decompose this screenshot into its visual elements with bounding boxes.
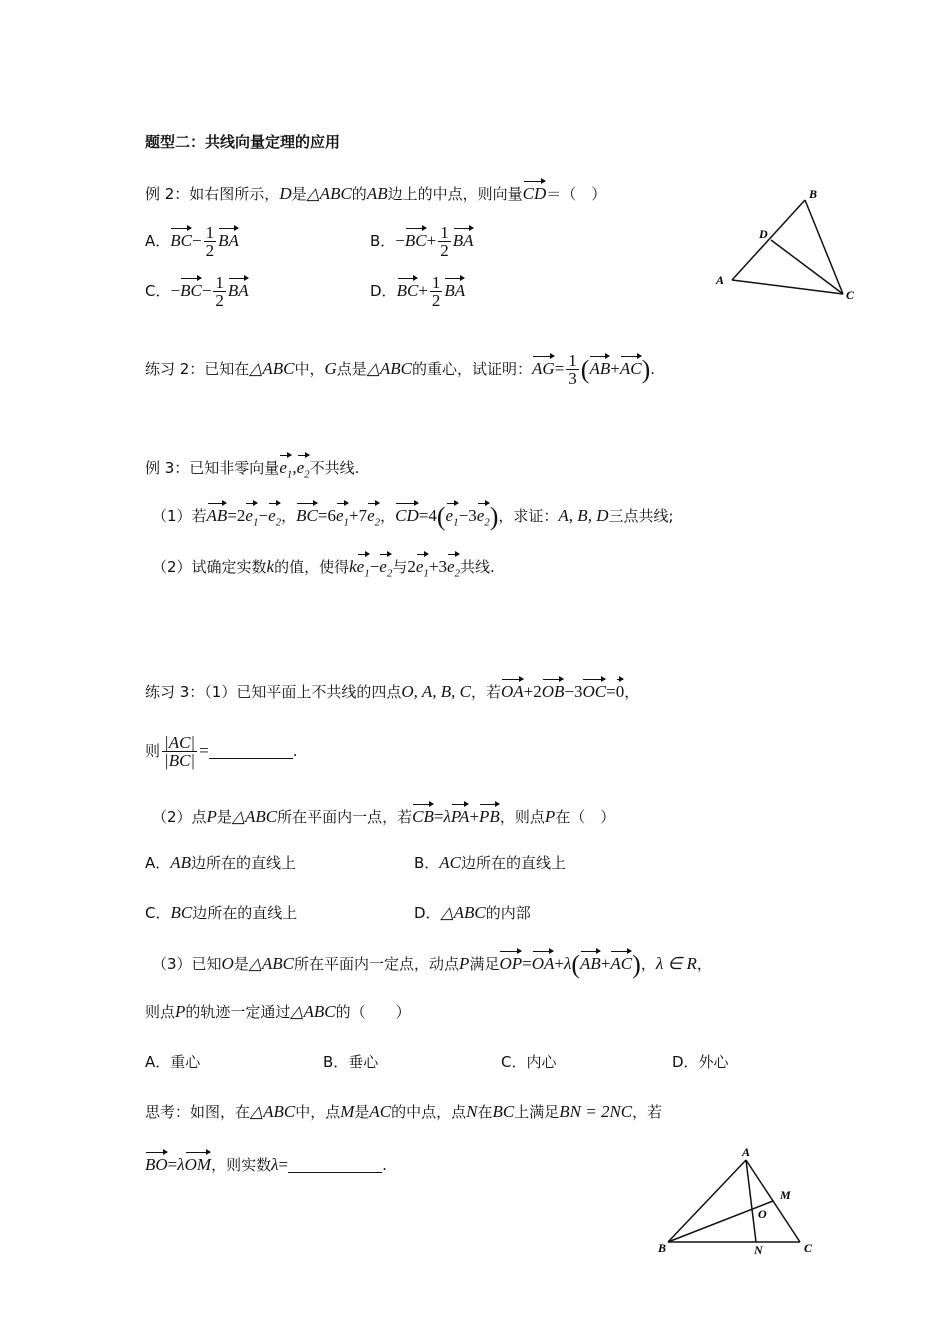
think-text: 是 bbox=[354, 1103, 370, 1121]
pr2-question bbox=[145, 352, 655, 387]
pr3-text: 在（ ） bbox=[555, 808, 616, 826]
vec-ob: OB bbox=[542, 678, 565, 703]
vec-oa: OA bbox=[532, 950, 555, 975]
segment-ab bbox=[732, 200, 805, 280]
sym-k: k bbox=[349, 557, 357, 576]
vec-bo: BO bbox=[145, 1151, 168, 1176]
ex2-label: 例 2：如右图所示， bbox=[145, 185, 280, 203]
ex3-text: 共线. bbox=[460, 558, 495, 576]
op-plus: + bbox=[610, 359, 620, 378]
pr3-label: 练习 3：（1）已知平面上不共线的四点 bbox=[145, 683, 402, 701]
frac-den: 2 bbox=[215, 291, 224, 310]
ex2-option-b bbox=[370, 224, 474, 259]
option-label: A． bbox=[145, 854, 171, 872]
op-plus: + bbox=[428, 557, 439, 576]
label-a: A bbox=[716, 273, 725, 287]
sep: ， bbox=[281, 507, 297, 525]
op-eq: = bbox=[317, 506, 328, 525]
frac-den: 2 bbox=[205, 241, 215, 260]
sym-ac: AC bbox=[369, 1102, 392, 1121]
sub-1: 1 bbox=[343, 516, 349, 529]
e: e bbox=[415, 557, 424, 576]
op-eq: = bbox=[167, 1155, 178, 1174]
sym-tri: △ABC bbox=[250, 1102, 296, 1121]
sym-tri: △ABC bbox=[366, 359, 412, 378]
op-minus: − bbox=[192, 231, 202, 250]
label-n: N bbox=[754, 1243, 763, 1257]
frac-den: |BC| bbox=[164, 751, 196, 770]
sub-2: 2 bbox=[374, 516, 381, 529]
vec-e1 bbox=[416, 553, 429, 584]
think-label: 思考：如图，在 bbox=[145, 1103, 251, 1121]
vec-op: OP bbox=[499, 950, 522, 975]
e: e bbox=[245, 506, 253, 525]
op-plus: + bbox=[418, 281, 428, 300]
sym-bc: BC bbox=[492, 1102, 515, 1121]
label-b: B bbox=[658, 1241, 667, 1255]
fraction-half bbox=[204, 224, 217, 259]
label-c: C bbox=[846, 288, 855, 302]
vec-e2 bbox=[268, 502, 281, 533]
coef: 2 bbox=[533, 682, 542, 701]
option-text: 边所在的直线上 bbox=[461, 854, 567, 872]
sym-tri: △ABC bbox=[306, 184, 352, 203]
vec-e1 bbox=[357, 553, 370, 584]
vec-ba: BA bbox=[453, 227, 474, 252]
frac-num: 1 bbox=[215, 273, 224, 292]
op-minus: − bbox=[201, 281, 212, 300]
coef: 6 bbox=[327, 506, 336, 525]
e: e bbox=[367, 506, 375, 525]
paren-left: ( bbox=[580, 355, 590, 384]
frac-num: 1 bbox=[205, 223, 215, 242]
option-label: C． bbox=[145, 282, 171, 300]
vec-om: OM bbox=[185, 1151, 211, 1176]
think-end: . bbox=[382, 1156, 387, 1174]
op-minus: − bbox=[564, 682, 574, 701]
option-text: 的内部 bbox=[485, 904, 531, 922]
vec-cb: CB bbox=[412, 803, 434, 828]
vec-e1 bbox=[279, 454, 292, 485]
op-eq: = bbox=[606, 682, 616, 701]
e: e bbox=[445, 506, 454, 525]
sub-1: 1 bbox=[453, 516, 459, 529]
option-label: B． bbox=[414, 854, 440, 872]
option-label: B． bbox=[370, 232, 396, 250]
vec-e1 bbox=[245, 502, 258, 533]
ex3-text: 不共线. bbox=[309, 459, 360, 477]
pr3-text: 是 bbox=[216, 808, 232, 826]
option-label: D． bbox=[370, 282, 397, 300]
q-label: （3）已知 bbox=[152, 955, 222, 973]
vec-ag: AG bbox=[532, 355, 555, 380]
pr3-q3-option-c: C．内心 bbox=[501, 1053, 557, 1071]
op-eq: = bbox=[278, 1155, 289, 1174]
option-label: A． bbox=[145, 232, 171, 250]
sym-lambda: λ bbox=[271, 1155, 279, 1174]
option-label: D． bbox=[414, 904, 441, 922]
vec-bc: BC bbox=[170, 227, 192, 252]
op-plus: + bbox=[469, 807, 480, 826]
pr3-text: ，若 bbox=[470, 683, 501, 701]
label-c: C bbox=[804, 1241, 813, 1255]
fraction-half bbox=[438, 224, 451, 259]
ex3-text: 与 bbox=[392, 558, 408, 576]
e: e bbox=[296, 458, 305, 477]
think-text: 中，点 bbox=[295, 1103, 341, 1121]
e: e bbox=[447, 557, 455, 576]
vec-zero: 0 bbox=[616, 678, 625, 703]
sym-g: G bbox=[324, 359, 337, 378]
vec-bc: BC bbox=[405, 227, 427, 252]
think-question bbox=[145, 1101, 662, 1123]
vec-e1 bbox=[336, 502, 349, 533]
vec-pb: PB bbox=[479, 803, 500, 828]
option-label: C． bbox=[145, 904, 171, 922]
frac-num: 1 bbox=[440, 223, 449, 242]
think-text: ，则实数 bbox=[211, 1156, 272, 1174]
think-line2 bbox=[145, 1151, 387, 1176]
pr3-part-1 bbox=[145, 678, 639, 703]
sub-1: 1 bbox=[286, 468, 293, 481]
sub-2: 2 bbox=[304, 468, 310, 481]
e: e bbox=[476, 506, 485, 525]
sub-1: 1 bbox=[252, 516, 259, 529]
coef: 3 bbox=[573, 682, 583, 701]
pr2-text: 点是 bbox=[336, 360, 367, 378]
pr3-q3-option-d: D．外心 bbox=[672, 1053, 729, 1071]
pr3-part-2 bbox=[152, 803, 615, 828]
sep: ， bbox=[380, 507, 396, 525]
fraction-third bbox=[566, 352, 579, 387]
sub-2: 2 bbox=[454, 567, 461, 580]
e: e bbox=[335, 506, 344, 525]
sym-bc: BC bbox=[170, 903, 193, 922]
section-title: 题型二：共线向量定理的应用 bbox=[145, 133, 341, 151]
sym-p: P bbox=[175, 1002, 186, 1021]
op-eq: = bbox=[227, 506, 237, 525]
frac-den: 2 bbox=[431, 291, 441, 310]
ex3-text: ，求证： bbox=[498, 507, 559, 525]
paren-right: ) bbox=[641, 355, 651, 384]
pr2-text: 的重心，试证明： bbox=[412, 360, 533, 378]
vec-e1 bbox=[446, 502, 459, 533]
label-d: D bbox=[759, 227, 768, 241]
sym-bn-2nc: BN = 2NC bbox=[559, 1102, 633, 1121]
op-plus: + bbox=[349, 506, 359, 525]
op-plus: + bbox=[523, 682, 534, 701]
fraction-half bbox=[213, 274, 226, 309]
vec-cd: CD bbox=[523, 180, 547, 205]
triangle-figure-1 bbox=[705, 180, 875, 310]
pr2-label: 练习 2：已知在 bbox=[145, 360, 250, 378]
vec-bc: BC bbox=[180, 277, 202, 302]
op-minus: − bbox=[395, 231, 405, 250]
vec-bc: BC bbox=[296, 502, 318, 527]
sym-m: M bbox=[340, 1102, 355, 1121]
vec-ab: AB bbox=[589, 355, 610, 380]
segment-ab bbox=[668, 1160, 746, 1242]
vec-ba: BA bbox=[228, 277, 249, 302]
coef: 2 bbox=[236, 506, 246, 525]
think-text: 在 bbox=[477, 1103, 493, 1121]
think-text: 的中点，点 bbox=[391, 1103, 467, 1121]
sym-n: N bbox=[466, 1102, 478, 1121]
paren-left: ( bbox=[436, 502, 446, 531]
ex2-option-c bbox=[145, 274, 249, 309]
sym-tri: △ABC bbox=[440, 903, 486, 922]
frac-num: 1 bbox=[431, 273, 441, 292]
pr3-text: 的轨迹一定通过 bbox=[185, 1003, 291, 1021]
vec-e2 bbox=[379, 553, 392, 584]
ex2-text: 的 bbox=[351, 185, 367, 203]
sym-ac: AC bbox=[439, 853, 462, 872]
ex3-part-2 bbox=[152, 553, 495, 584]
op-plus: + bbox=[426, 231, 437, 250]
vec-pa: PA bbox=[451, 803, 470, 828]
ex2-option-a bbox=[145, 224, 239, 259]
op-eq: = bbox=[554, 359, 565, 378]
pr3-q2-option-b bbox=[414, 852, 566, 874]
vec-oa: OA bbox=[501, 678, 524, 703]
q-label: （2）试确定实数 bbox=[152, 558, 267, 576]
ex2-text: ＝（ ） bbox=[546, 185, 607, 203]
op-minus: − bbox=[369, 557, 380, 576]
fraction-half bbox=[430, 274, 443, 309]
pr3-q2-option-c bbox=[145, 902, 297, 924]
op-eq: = bbox=[418, 506, 429, 525]
sym-d: D bbox=[279, 184, 292, 203]
frac-num: 1 bbox=[568, 351, 577, 370]
ex2-text: 是 bbox=[291, 185, 307, 203]
e: e bbox=[379, 557, 387, 576]
pr3-q3-option-a: A．重心 bbox=[145, 1053, 201, 1071]
label-b: B bbox=[809, 187, 818, 201]
vec-cd: CD bbox=[395, 502, 419, 527]
frac-den: 2 bbox=[440, 241, 449, 260]
coef: 2 bbox=[407, 557, 416, 576]
fraction-ratio bbox=[162, 734, 197, 769]
sub-2: 2 bbox=[484, 516, 490, 529]
sub-1: 1 bbox=[423, 567, 429, 580]
sym-lambda: λ bbox=[563, 954, 572, 973]
sym-tri: △ABC bbox=[249, 359, 295, 378]
pr3-q3-option-b: B．垂心 bbox=[323, 1053, 379, 1071]
sym-lambda-r: λ ∈ R bbox=[655, 954, 697, 973]
sym-lambda: λ bbox=[177, 1155, 185, 1174]
sym-tri: △ABC bbox=[290, 1002, 336, 1021]
frac-num: |AC| bbox=[164, 733, 196, 752]
sym-p: P bbox=[544, 807, 556, 826]
vec-e2 bbox=[477, 502, 490, 533]
vec-e2 bbox=[297, 454, 310, 485]
comma: , bbox=[292, 458, 297, 477]
ex3-text: 的值，使得 bbox=[274, 558, 350, 576]
sym-abd: A, B, D bbox=[558, 506, 609, 525]
pr3-text: ，则点 bbox=[499, 808, 545, 826]
sym-tri: △ABC bbox=[248, 954, 295, 973]
vec-oc: OC bbox=[582, 678, 606, 703]
ex3-question bbox=[145, 454, 359, 485]
vec-ba: BA bbox=[444, 277, 465, 302]
op-eq: = bbox=[199, 741, 209, 760]
think-text: ，若 bbox=[632, 1103, 663, 1121]
pr3-part-3 bbox=[152, 950, 712, 979]
paren-right: ) bbox=[632, 950, 641, 979]
coef: 3 bbox=[438, 557, 447, 576]
pr3-text: 是 bbox=[233, 955, 249, 973]
paren-left: ( bbox=[571, 950, 581, 979]
option-text: 边所在的直线上 bbox=[192, 904, 298, 922]
e: e bbox=[279, 458, 287, 477]
label-a: A bbox=[742, 1145, 751, 1159]
pr3-text: 满足 bbox=[469, 955, 500, 973]
pr3-text: ， bbox=[624, 683, 640, 701]
pr3-text: 的（ ） bbox=[335, 1003, 411, 1021]
triangle-figure-2 bbox=[650, 1142, 830, 1262]
ex3-label: 例 3：已知非零向量 bbox=[145, 459, 280, 477]
ex2-option-d bbox=[370, 274, 465, 309]
pr3-q2-option-a bbox=[145, 852, 296, 874]
ex3-part-1 bbox=[152, 502, 674, 533]
q-label: （1）若 bbox=[152, 507, 207, 525]
frac-den: 3 bbox=[568, 369, 577, 388]
sym-ab: AB bbox=[170, 853, 192, 872]
pr3-text: 则点 bbox=[145, 1003, 176, 1021]
e: e bbox=[356, 557, 365, 576]
vec-ab: AB bbox=[207, 502, 228, 527]
answer-blank-2[interactable] bbox=[288, 1172, 382, 1173]
sym-k: k bbox=[266, 557, 275, 576]
vec-ba: BA bbox=[218, 227, 239, 252]
pr2-text: 中， bbox=[294, 360, 325, 378]
pr3-end: . bbox=[292, 742, 298, 760]
op-eq: = bbox=[522, 954, 532, 973]
sub-2: 2 bbox=[386, 567, 393, 580]
op-minus: − bbox=[458, 506, 469, 525]
pr3-part-3-line2 bbox=[145, 1001, 411, 1023]
pr2-end: . bbox=[650, 360, 656, 378]
option-text: 边所在的直线上 bbox=[191, 854, 297, 872]
op-minus: − bbox=[258, 506, 269, 525]
answer-blank-1[interactable] bbox=[209, 758, 293, 759]
op-plus: + bbox=[554, 954, 564, 973]
vec-ab: AB bbox=[580, 950, 601, 975]
pr3-text: 所在平面内一点，若 bbox=[277, 808, 413, 826]
pr3-part-1-answer bbox=[145, 734, 297, 769]
pr3-text: 所在平面内一定点，动点 bbox=[294, 955, 460, 973]
think-text: 上满足 bbox=[514, 1103, 560, 1121]
sep: ， bbox=[640, 955, 656, 973]
sym-ab: AB bbox=[366, 184, 388, 203]
ex2-question bbox=[145, 180, 606, 205]
paren-right: ) bbox=[489, 502, 499, 531]
sym-p: P bbox=[459, 954, 470, 973]
pr3-then: 则 bbox=[145, 742, 161, 760]
vec-e2 bbox=[367, 502, 380, 533]
op-eq: = bbox=[433, 807, 444, 826]
op-minus: − bbox=[170, 281, 181, 300]
label-o: O bbox=[758, 1207, 767, 1221]
coef: 4 bbox=[428, 506, 437, 525]
vec-ac: AC bbox=[610, 950, 632, 975]
coef: 7 bbox=[358, 506, 368, 525]
ex2-text: 边上的中点，则向量 bbox=[387, 185, 523, 203]
sym-tri: △ABC bbox=[231, 807, 278, 826]
sym-lambda: λ bbox=[443, 807, 451, 826]
sub-1: 1 bbox=[364, 567, 370, 580]
vec-ac: AC bbox=[620, 355, 642, 380]
sym-p: P bbox=[206, 807, 217, 826]
coef: 3 bbox=[468, 506, 477, 525]
q-label: （2）点 bbox=[152, 808, 207, 826]
sep: ， bbox=[696, 955, 712, 973]
label-m: M bbox=[780, 1188, 791, 1202]
sym-oabc: O, A, B, C bbox=[401, 682, 471, 701]
vec-bc: BC bbox=[397, 277, 419, 302]
vec-e2 bbox=[447, 553, 460, 584]
sub-2: 2 bbox=[275, 516, 282, 529]
pr3-q2-option-d bbox=[414, 902, 531, 924]
op-plus: + bbox=[600, 954, 611, 973]
e: e bbox=[268, 506, 276, 525]
sym-o: O bbox=[221, 954, 234, 973]
ex3-text: 三点共线; bbox=[608, 507, 674, 525]
